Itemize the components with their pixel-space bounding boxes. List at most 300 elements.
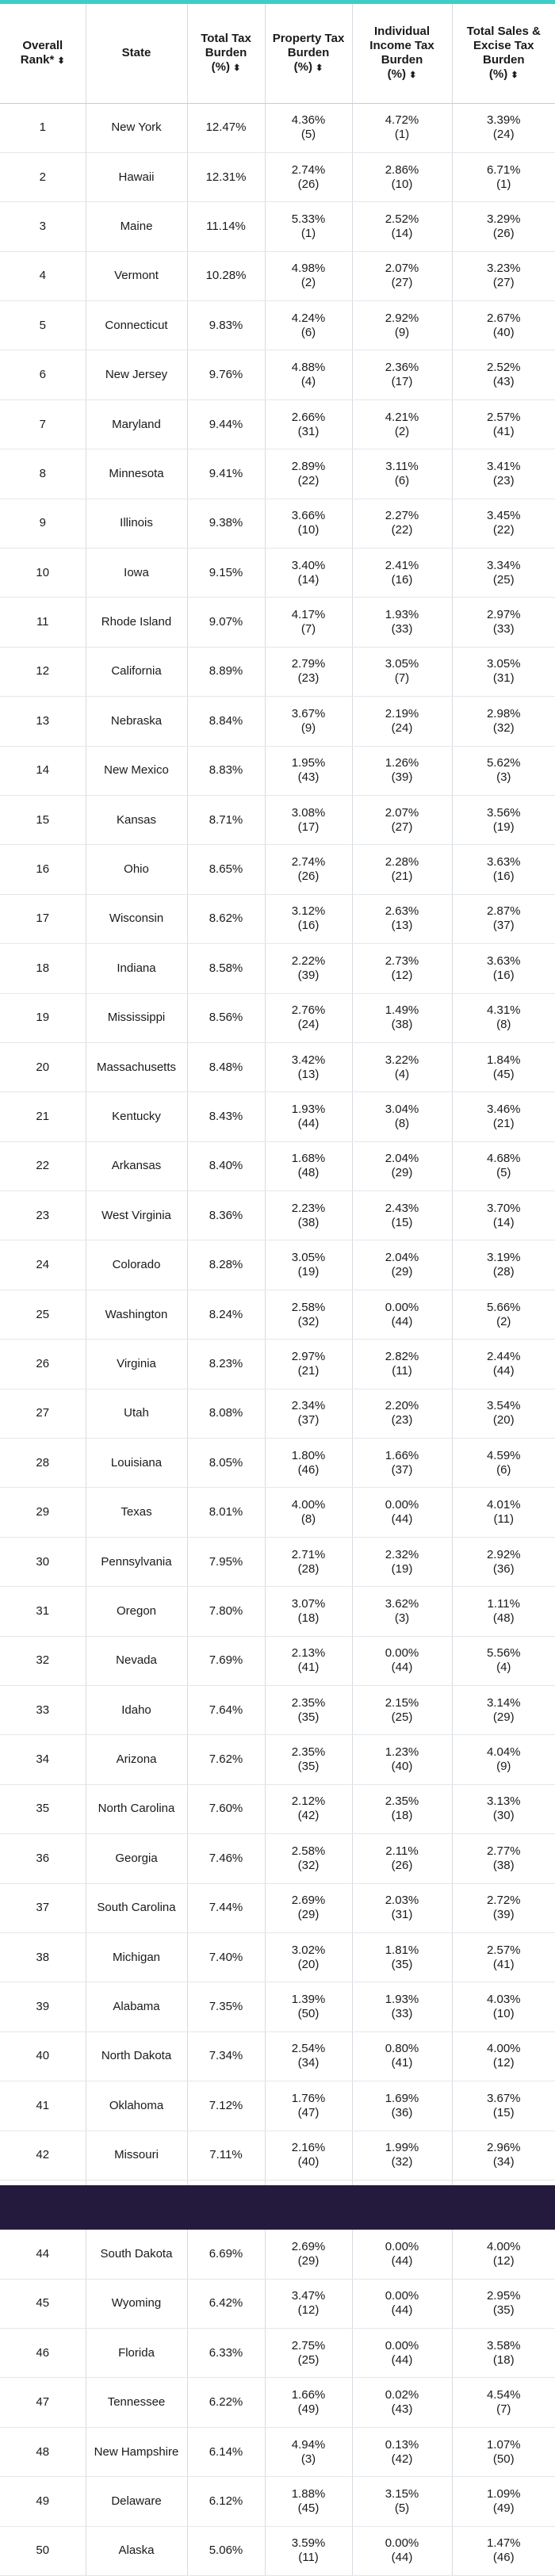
sales-tax-cell: 2.57% (41)	[452, 1932, 555, 1982]
table-row	[0, 598, 555, 647]
rank-cell: 28	[0, 1439, 86, 1488]
rank-cell: 16	[0, 845, 86, 894]
property-tax-cell: 2.58% (32)	[265, 1290, 352, 1339]
property-tax-cell: 1.66% (49)	[265, 2378, 352, 2427]
state-cell: Kansas	[86, 795, 187, 844]
total-tax-cell: 7.46%	[187, 1834, 265, 1883]
state-cell: Illinois	[86, 499, 187, 548]
income-tax-cell: 2.11% (26)	[352, 1834, 452, 1883]
state-cell: Delaware	[86, 2477, 187, 2526]
sort-icon[interactable]: ⬍	[511, 70, 519, 80]
property-tax-cell: 4.24% (6)	[265, 301, 352, 350]
sales-tax-cell: 2.67% (40)	[452, 301, 555, 350]
income-tax-cell: 0.00% (44)	[352, 2526, 452, 2575]
total-tax-cell: 7.60%	[187, 1784, 265, 1833]
sales-tax-cell: 3.70% (14)	[452, 1191, 555, 1240]
table-row	[0, 2329, 555, 2378]
rank-cell: 11	[0, 598, 86, 647]
total-tax-cell: 8.08%	[187, 1389, 265, 1438]
col-header-total-tax[interactable]: Total Tax Burden (%) ⬍	[187, 4, 265, 103]
sales-tax-cell: 5.56% (4)	[452, 1636, 555, 1685]
table-row	[0, 2131, 555, 2180]
table-row	[0, 1735, 555, 1784]
total-tax-cell: 7.64%	[187, 1686, 265, 1735]
total-tax-cell: 7.40%	[187, 1932, 265, 1982]
property-tax-cell: 3.12% (16)	[265, 894, 352, 943]
property-tax-cell: 4.94% (3)	[265, 2427, 352, 2476]
income-tax-cell: 3.62% (3)	[352, 1587, 452, 1636]
total-tax-cell: 9.83%	[187, 301, 265, 350]
total-tax-cell: 8.71%	[187, 795, 265, 844]
total-tax-cell: 8.56%	[187, 993, 265, 1042]
state-cell: Maryland	[86, 399, 187, 449]
state-cell: Alabama	[86, 1982, 187, 2031]
income-tax-cell: 2.15% (25)	[352, 1686, 452, 1735]
property-tax-cell: 1.88% (45)	[265, 2477, 352, 2526]
state-cell: New Jersey	[86, 350, 187, 399]
income-tax-cell: 2.28% (21)	[352, 845, 452, 894]
total-tax-cell: 8.28%	[187, 1240, 265, 1290]
income-tax-cell: 2.27% (22)	[352, 499, 452, 548]
state-cell: Hawaii	[86, 152, 187, 201]
income-tax-cell: 2.63% (13)	[352, 894, 452, 943]
property-tax-cell: 3.42% (13)	[265, 1042, 352, 1091]
rank-cell: 25	[0, 1290, 86, 1339]
total-tax-cell: 6.14%	[187, 2427, 265, 2476]
state-cell: West Virginia	[86, 1191, 187, 1240]
table-row	[0, 2279, 555, 2328]
col-header-sales-tax[interactable]: Total Sales & Excise Tax Burden (%) ⬍	[452, 4, 555, 103]
sales-tax-cell: 3.41% (23)	[452, 449, 555, 499]
table-row	[0, 399, 555, 449]
table-row	[0, 1389, 555, 1438]
table-row	[0, 697, 555, 746]
col-header-state: State	[86, 4, 187, 103]
rank-cell: 48	[0, 2427, 86, 2476]
rank-cell: 29	[0, 1488, 86, 1537]
rank-cell: 19	[0, 993, 86, 1042]
property-tax-cell: 2.79% (23)	[265, 647, 352, 696]
rank-cell: 50	[0, 2526, 86, 2575]
state-cell: Utah	[86, 1389, 187, 1438]
total-tax-cell: 9.41%	[187, 449, 265, 499]
rank-cell: 24	[0, 1240, 86, 1290]
table-row	[0, 1141, 555, 1191]
sales-tax-cell: 3.29% (26)	[452, 202, 555, 251]
col-header-property-tax[interactable]: Property Tax Burden (%) ⬍	[265, 4, 352, 103]
rank-cell: 45	[0, 2279, 86, 2328]
income-tax-cell: 0.13% (42)	[352, 2427, 452, 2476]
total-tax-cell: 12.47%	[187, 103, 265, 152]
state-cell: North Dakota	[86, 2031, 187, 2081]
total-tax-cell: 10.28%	[187, 251, 265, 300]
sales-tax-cell: 5.66% (2)	[452, 1290, 555, 1339]
total-tax-cell: 8.65%	[187, 845, 265, 894]
total-tax-cell: 5.06%	[187, 2526, 265, 2575]
table-row	[0, 746, 555, 795]
income-tax-cell: 1.99% (32)	[352, 2131, 452, 2180]
table-row	[0, 301, 555, 350]
sales-tax-cell: 2.44% (44)	[452, 1340, 555, 1389]
income-tax-cell: 0.00% (44)	[352, 1290, 452, 1339]
sales-tax-cell: 4.00% (12)	[452, 2230, 555, 2279]
sales-tax-cell: 3.54% (20)	[452, 1389, 555, 1438]
rank-cell: 44	[0, 2230, 86, 2279]
income-tax-cell: 0.00% (44)	[352, 2230, 452, 2279]
property-tax-cell: 2.54% (34)	[265, 2031, 352, 2081]
table-row	[0, 1290, 555, 1339]
total-tax-cell: 6.12%	[187, 2477, 265, 2526]
total-tax-cell: 7.44%	[187, 1883, 265, 1932]
income-tax-cell: 2.19% (24)	[352, 697, 452, 746]
rank-cell: 3	[0, 202, 86, 251]
table-row	[0, 1340, 555, 1389]
total-tax-cell: 8.24%	[187, 1290, 265, 1339]
total-tax-cell: 8.58%	[187, 944, 265, 993]
table-row	[0, 845, 555, 894]
sales-tax-cell: 3.58% (18)	[452, 2329, 555, 2378]
rank-cell: 30	[0, 1537, 86, 1586]
sales-tax-cell: 2.92% (36)	[452, 1537, 555, 1586]
income-tax-cell: 3.05% (7)	[352, 647, 452, 696]
property-tax-cell: 3.02% (20)	[265, 1932, 352, 1982]
state-cell: Ohio	[86, 845, 187, 894]
property-tax-cell: 2.34% (37)	[265, 1389, 352, 1438]
rank-cell: 12	[0, 647, 86, 696]
state-cell: Alaska	[86, 2526, 187, 2575]
property-tax-cell: 3.05% (19)	[265, 1240, 352, 1290]
property-tax-cell: 2.69% (29)	[265, 1883, 352, 1932]
total-tax-cell: 6.69%	[187, 2230, 265, 2279]
state-cell: California	[86, 647, 187, 696]
rank-cell: 34	[0, 1735, 86, 1784]
table-row	[0, 548, 555, 598]
income-tax-cell: 2.73% (12)	[352, 944, 452, 993]
property-tax-cell: 2.22% (39)	[265, 944, 352, 993]
rank-cell: 14	[0, 746, 86, 795]
total-tax-cell: 8.48%	[187, 1042, 265, 1091]
sales-tax-cell: 6.71% (1)	[452, 152, 555, 201]
rank-cell: 35	[0, 1784, 86, 1833]
table-row	[0, 1191, 555, 1240]
rank-cell: 39	[0, 1982, 86, 2031]
sales-tax-cell: 4.00% (12)	[452, 2031, 555, 2081]
rank-cell: 15	[0, 795, 86, 844]
total-tax-cell: 9.44%	[187, 399, 265, 449]
income-tax-cell: 1.49% (38)	[352, 993, 452, 1042]
sort-icon[interactable]: ⬍	[233, 63, 241, 73]
table-row	[0, 894, 555, 943]
property-tax-cell: 1.95% (43)	[265, 746, 352, 795]
state-cell: Connecticut	[86, 301, 187, 350]
income-tax-cell: 0.00% (44)	[352, 2329, 452, 2378]
rank-cell: 20	[0, 1042, 86, 1091]
property-tax-cell: 2.12% (42)	[265, 1784, 352, 1833]
state-cell: Texas	[86, 1488, 187, 1537]
table-row	[0, 499, 555, 548]
sort-icon[interactable]: ⬍	[316, 63, 323, 73]
income-tax-cell: 2.41% (16)	[352, 548, 452, 598]
sort-icon[interactable]: ⬍	[57, 55, 65, 66]
table-row	[0, 449, 555, 499]
rank-cell: 41	[0, 2081, 86, 2131]
property-tax-cell: 3.66% (10)	[265, 499, 352, 548]
state-cell: Washington	[86, 1290, 187, 1339]
rank-cell: 32	[0, 1636, 86, 1685]
state-cell: Oklahoma	[86, 2081, 187, 2131]
total-tax-cell: 6.33%	[187, 2329, 265, 2378]
state-cell: Iowa	[86, 548, 187, 598]
state-cell: Tennessee	[86, 2378, 187, 2427]
state-cell: Oregon	[86, 1587, 187, 1636]
sales-tax-cell: 3.63% (16)	[452, 944, 555, 993]
total-tax-cell: 12.31%	[187, 152, 265, 201]
total-tax-cell: 7.11%	[187, 2131, 265, 2180]
state-cell: South Dakota	[86, 2230, 187, 2279]
state-cell: Michigan	[86, 1932, 187, 1982]
property-tax-cell: 2.76% (24)	[265, 993, 352, 1042]
income-tax-cell: 1.23% (40)	[352, 1735, 452, 1784]
rank-cell: 13	[0, 697, 86, 746]
table-row	[0, 1932, 555, 1982]
total-tax-cell: 9.38%	[187, 499, 265, 548]
sales-tax-cell: 4.01% (11)	[452, 1488, 555, 1537]
rank-cell: 10	[0, 548, 86, 598]
sales-tax-cell: 2.77% (38)	[452, 1834, 555, 1883]
rank-cell: 21	[0, 1092, 86, 1141]
state-cell: New Mexico	[86, 746, 187, 795]
property-tax-cell: 2.35% (35)	[265, 1735, 352, 1784]
rank-cell: 33	[0, 1686, 86, 1735]
state-cell: Rhode Island	[86, 598, 187, 647]
table-row	[0, 2230, 555, 2279]
total-tax-cell: 8.62%	[187, 894, 265, 943]
state-cell: Minnesota	[86, 449, 187, 499]
table-row	[0, 647, 555, 696]
total-tax-cell: 8.89%	[187, 647, 265, 696]
table-row	[0, 1240, 555, 1290]
sales-tax-cell: 3.13% (30)	[452, 1784, 555, 1833]
table-row	[0, 103, 555, 152]
total-tax-cell: 6.42%	[187, 2279, 265, 2328]
sales-tax-cell: 4.54% (7)	[452, 2378, 555, 2427]
property-tax-cell: 4.88% (4)	[265, 350, 352, 399]
property-tax-cell: 1.76% (47)	[265, 2081, 352, 2131]
table-row	[0, 350, 555, 399]
property-tax-cell: 5.33% (1)	[265, 202, 352, 251]
rank-cell: 9	[0, 499, 86, 548]
income-tax-cell: 3.22% (4)	[352, 1042, 452, 1091]
sales-tax-cell: 1.07% (50)	[452, 2427, 555, 2476]
property-tax-cell: 2.89% (22)	[265, 449, 352, 499]
sales-tax-cell: 4.03% (10)	[452, 1982, 555, 2031]
table-row	[0, 2031, 555, 2081]
rank-cell: 8	[0, 449, 86, 499]
rank-cell: 5	[0, 301, 86, 350]
property-tax-cell: 2.74% (26)	[265, 845, 352, 894]
sales-tax-cell: 4.59% (6)	[452, 1439, 555, 1488]
state-cell: Idaho	[86, 1686, 187, 1735]
sales-tax-cell: 3.67% (15)	[452, 2081, 555, 2131]
total-tax-cell: 7.95%	[187, 1537, 265, 1586]
total-tax-cell: 8.83%	[187, 746, 265, 795]
income-tax-cell: 0.00% (44)	[352, 1636, 452, 1685]
income-tax-cell: 0.80% (41)	[352, 2031, 452, 2081]
total-tax-cell: 7.34%	[187, 2031, 265, 2081]
income-tax-cell: 2.82% (11)	[352, 1340, 452, 1389]
state-cell: Vermont	[86, 251, 187, 300]
total-tax-cell: 8.23%	[187, 1340, 265, 1389]
property-tax-cell: 2.35% (35)	[265, 1686, 352, 1735]
state-cell: Louisiana	[86, 1439, 187, 1488]
state-cell: Arizona	[86, 1735, 187, 1784]
sales-tax-cell: 3.19% (28)	[452, 1240, 555, 1290]
table-row	[0, 795, 555, 844]
sales-tax-cell: 1.11% (48)	[452, 1587, 555, 1636]
income-tax-cell: 2.35% (18)	[352, 1784, 452, 1833]
total-tax-cell: 7.69%	[187, 1636, 265, 1685]
state-cell: Wisconsin	[86, 894, 187, 943]
income-tax-cell: 2.04% (29)	[352, 1240, 452, 1290]
total-tax-cell: 7.35%	[187, 1982, 265, 2031]
rank-cell: 37	[0, 1883, 86, 1932]
income-tax-cell: 1.93% (33)	[352, 1982, 452, 2031]
rank-cell: 26	[0, 1340, 86, 1389]
income-tax-cell: 2.52% (14)	[352, 202, 452, 251]
table-row	[0, 1092, 555, 1141]
rank-cell: 46	[0, 2329, 86, 2378]
sales-tax-cell: 2.52% (43)	[452, 350, 555, 399]
table-row	[0, 1439, 555, 1488]
header-row	[0, 4, 555, 103]
property-tax-cell: 2.75% (25)	[265, 2329, 352, 2378]
table-row	[0, 2427, 555, 2476]
state-cell: South Carolina	[86, 1883, 187, 1932]
total-tax-cell: 8.01%	[187, 1488, 265, 1537]
income-tax-cell: 1.81% (35)	[352, 1932, 452, 1982]
table-row	[0, 202, 555, 251]
income-tax-cell: 0.02% (43)	[352, 2378, 452, 2427]
income-tax-cell: 2.20% (23)	[352, 1389, 452, 1438]
property-tax-cell: 3.08% (17)	[265, 795, 352, 844]
sales-tax-cell: 3.34% (25)	[452, 548, 555, 598]
income-tax-cell: 2.32% (19)	[352, 1537, 452, 1586]
income-tax-cell: 1.26% (39)	[352, 746, 452, 795]
table-row	[0, 944, 555, 993]
sort-icon[interactable]: ⬍	[409, 70, 417, 80]
state-cell: Kentucky	[86, 1092, 187, 1141]
table-row	[0, 251, 555, 300]
col-header-rank[interactable]: Overall Rank* ⬍	[0, 4, 86, 103]
property-tax-cell: 4.00% (8)	[265, 1488, 352, 1537]
income-tax-cell: 2.04% (29)	[352, 1141, 452, 1191]
total-tax-cell: 9.76%	[187, 350, 265, 399]
state-cell: Massachusetts	[86, 1042, 187, 1091]
rank-cell: 31	[0, 1587, 86, 1636]
sales-tax-cell: 2.95% (35)	[452, 2279, 555, 2328]
rank-cell: 38	[0, 1932, 86, 1982]
total-tax-cell: 7.12%	[187, 2081, 265, 2131]
property-tax-cell: 3.07% (18)	[265, 1587, 352, 1636]
property-tax-cell: 1.68% (48)	[265, 1141, 352, 1191]
sales-tax-cell: 2.72% (39)	[452, 1883, 555, 1932]
sales-tax-cell: 3.39% (24)	[452, 103, 555, 152]
property-tax-cell: 2.74% (26)	[265, 152, 352, 201]
total-tax-cell: 8.36%	[187, 1191, 265, 1240]
income-tax-cell: 1.93% (33)	[352, 598, 452, 647]
property-tax-cell: 3.59% (11)	[265, 2526, 352, 2575]
state-cell: New York	[86, 103, 187, 152]
table-row	[0, 1834, 555, 1883]
sales-tax-cell: 1.09% (49)	[452, 2477, 555, 2526]
total-tax-cell: 8.40%	[187, 1141, 265, 1191]
property-tax-cell: 3.67% (9)	[265, 697, 352, 746]
table-row	[0, 2477, 555, 2526]
total-tax-cell: 9.07%	[187, 598, 265, 647]
table-row	[0, 993, 555, 1042]
income-tax-cell: 0.00% (44)	[352, 1488, 452, 1537]
state-cell: Mississippi	[86, 993, 187, 1042]
property-tax-cell: 2.71% (28)	[265, 1537, 352, 1586]
property-tax-cell: 2.16% (40)	[265, 2131, 352, 2180]
rank-cell: 49	[0, 2477, 86, 2526]
table-row	[0, 1537, 555, 1586]
table-row	[0, 2526, 555, 2575]
rank-cell: 27	[0, 1389, 86, 1438]
property-tax-cell: 2.66% (31)	[265, 399, 352, 449]
state-cell: Florida	[86, 2329, 187, 2378]
property-tax-cell: 1.39% (50)	[265, 1982, 352, 2031]
total-tax-cell: 9.15%	[187, 548, 265, 598]
rank-cell: 4	[0, 251, 86, 300]
income-tax-cell: 2.07% (27)	[352, 795, 452, 844]
income-tax-cell: 2.36% (17)	[352, 350, 452, 399]
col-header-income-tax[interactable]: Individual Income Tax Burden (%) ⬍	[352, 4, 452, 103]
property-tax-cell: 2.58% (32)	[265, 1834, 352, 1883]
sales-tax-cell: 3.45% (22)	[452, 499, 555, 548]
rank-cell: 42	[0, 2131, 86, 2180]
total-tax-cell: 11.14%	[187, 202, 265, 251]
sales-tax-cell: 3.46% (21)	[452, 1092, 555, 1141]
state-cell: Arkansas	[86, 1141, 187, 1191]
rank-cell: 47	[0, 2378, 86, 2427]
sales-tax-cell: 3.05% (31)	[452, 647, 555, 696]
state-cell: Maine	[86, 202, 187, 251]
property-tax-cell: 4.17% (7)	[265, 598, 352, 647]
income-tax-cell: 3.11% (6)	[352, 449, 452, 499]
sales-tax-cell: 2.97% (33)	[452, 598, 555, 647]
sales-tax-cell: 3.14% (29)	[452, 1686, 555, 1735]
state-cell: Nevada	[86, 1636, 187, 1685]
rank-cell: 7	[0, 399, 86, 449]
sales-tax-cell: 4.68% (5)	[452, 1141, 555, 1191]
income-tax-cell: 2.43% (15)	[352, 1191, 452, 1240]
rank-cell: 17	[0, 894, 86, 943]
total-tax-cell: 7.62%	[187, 1735, 265, 1784]
sales-tax-cell: 3.23% (27)	[452, 251, 555, 300]
income-tax-cell: 2.07% (27)	[352, 251, 452, 300]
sales-tax-cell: 3.63% (16)	[452, 845, 555, 894]
total-tax-cell: 6.22%	[187, 2378, 265, 2427]
total-tax-cell: 8.84%	[187, 697, 265, 746]
table-row	[0, 1784, 555, 1833]
sales-tax-cell: 3.56% (19)	[452, 795, 555, 844]
sales-tax-cell: 4.31% (8)	[452, 993, 555, 1042]
total-tax-cell: 8.05%	[187, 1439, 265, 1488]
rank-cell: 6	[0, 350, 86, 399]
sales-tax-cell: 2.98% (32)	[452, 697, 555, 746]
income-tax-cell: 1.66% (37)	[352, 1439, 452, 1488]
